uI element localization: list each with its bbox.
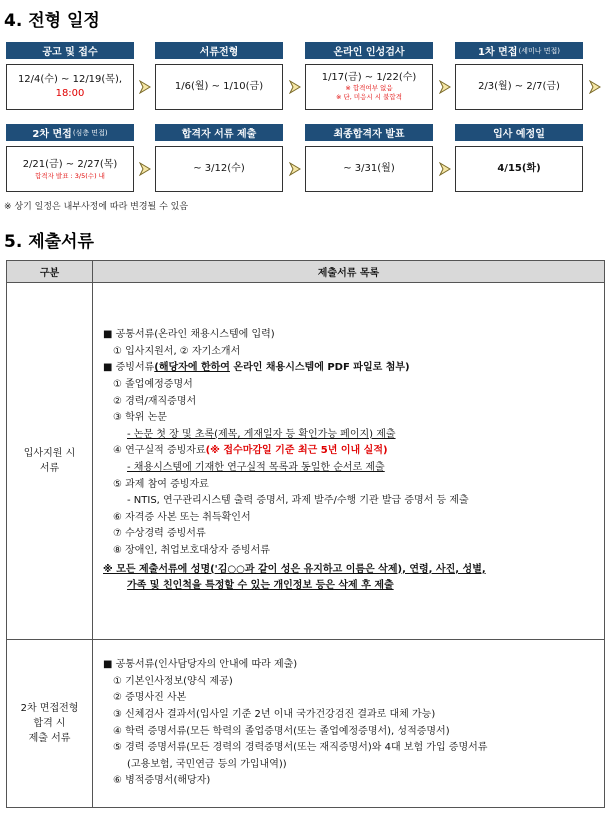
list-item: - NTIS, 연구관리시스템 출력 증명서, 과제 발주/수행 기관 발급 증명서 등 제출 bbox=[127, 495, 469, 507]
list-item: - 논문 첫 장 및 초록(제목, 게재일자 등 확인가능 페이지) 제출 bbox=[127, 428, 396, 440]
step-date: 4/15(화) bbox=[497, 163, 541, 174]
step-date: 2/3(월) ~ 2/7(금) bbox=[478, 81, 560, 92]
list-item: ④ 학력 증명서류(모든 학력의 졸업증명서(또는 졸업예정증명서), 성적증명서) bbox=[113, 725, 450, 737]
list-item: ⑧ 장애인, 취업보호대상자 증빙서류 bbox=[113, 544, 270, 556]
list-item: ⑥ 자격증 사본 또는 취득확인서 bbox=[113, 511, 251, 523]
warning-text: ※ 모든 제출서류에 성명('김○○과 같이 성은 유지하고 이름은 삭제), 연령, 사진, 성별, bbox=[103, 563, 486, 575]
list-item: ① 입사지원서, ② 자기소개서 bbox=[113, 345, 241, 357]
schedule-note: ※ 상기 일정은 내부사정에 따라 변경될 수 있음 bbox=[4, 202, 189, 212]
table-header-row bbox=[7, 261, 605, 283]
step-date: ~ 3/12(수) bbox=[193, 163, 245, 174]
step-header-start-date: 입사 예정일 bbox=[455, 124, 583, 141]
list-item: ■ 공통서류(인사담당자의 안내에 따라 제출) bbox=[103, 659, 298, 671]
step-date: 1/17(금) ~ 1/22(수) bbox=[321, 72, 417, 83]
list-item: ③ 학위 논문 bbox=[113, 412, 167, 424]
list-item: ■ 공통서류(온라인 채용시스템에 입력) bbox=[103, 329, 275, 341]
step-box-personality-test bbox=[305, 64, 433, 110]
list-item: ① 졸업예정증명서 bbox=[113, 379, 193, 391]
list-item: ① 기본인사정보(양식 제공) bbox=[113, 675, 233, 687]
documents-title: 5. 제출서류 bbox=[4, 232, 94, 252]
next-arrow-icon bbox=[439, 80, 451, 94]
list-item: ⑥ 병적증명서(해당자) bbox=[113, 775, 211, 787]
documents-table bbox=[6, 260, 605, 808]
step-header-second-interview: 2차 면접 (심층 면접) bbox=[6, 124, 134, 141]
list-item: ■ 증빙서류(해당자에 한하여 온라인 채용시스템에 PDF 파일로 첨부) bbox=[103, 362, 410, 374]
step-note: ※ 단, 미응시 시 불합격 bbox=[335, 93, 402, 101]
column-header-category: 구분 bbox=[7, 261, 93, 283]
next-arrow-icon bbox=[589, 80, 601, 94]
step-box-application bbox=[6, 64, 134, 110]
step-note: ※ 합격여부 없음 bbox=[345, 84, 393, 92]
category-label: 입사지원 시 bbox=[23, 448, 76, 459]
next-arrow-icon bbox=[289, 80, 301, 94]
next-arrow-icon bbox=[139, 162, 151, 176]
list-item: ⑦ 수상경력 증빙서류 bbox=[113, 528, 206, 540]
category-label: 2차 면접전형 bbox=[20, 703, 79, 714]
list-item: ③ 신체검사 결과서(입사일 기준 2년 이내 국가건강검진 결과로 대체 가능) bbox=[113, 708, 436, 720]
category-label: 합격 시 bbox=[33, 718, 66, 729]
step-deadline-time: 18:00 bbox=[55, 88, 85, 99]
step-date: 2/21(금) ~ 2/27(목) bbox=[22, 158, 118, 170]
table-row bbox=[7, 283, 605, 640]
step-box-second-interview bbox=[6, 146, 134, 192]
step-box-final-announcement bbox=[305, 146, 433, 192]
list-item: ⑤ 과제 참여 증빙자료 bbox=[113, 478, 209, 490]
step-header-first-interview: 1차 면접 (세미나 면접) bbox=[455, 42, 583, 59]
list-item: (고용보험, 국민연금 등의 가입내역)) bbox=[127, 758, 287, 770]
document-list-cell bbox=[93, 283, 605, 640]
step-header-final-announcement: 최종합격자 발표 bbox=[305, 124, 433, 141]
step-box-document-screening bbox=[155, 64, 283, 110]
step-header-document-screening: 서류전형 bbox=[155, 42, 283, 59]
step-note: 합격자 발표 : 3/5(수) 내 bbox=[35, 171, 105, 180]
step-header-application: 공고 및 접수 bbox=[6, 42, 134, 59]
schedule-title: 4. 전형 일정 bbox=[4, 11, 100, 31]
category-label: 제출 서류 bbox=[28, 733, 71, 744]
list-item: - 채용시스템에 기재한 연구실적 목록과 동일한 순서로 제출 bbox=[127, 462, 385, 473]
step-box-start-date bbox=[455, 146, 583, 192]
step-date: 12/4(수) ~ 12/19(목), bbox=[17, 74, 123, 85]
list-item: ② 경력/재직증명서 bbox=[113, 395, 197, 407]
step-date: 1/6(월) ~ 1/10(금) bbox=[174, 81, 264, 92]
table-row bbox=[7, 640, 605, 808]
category-label: 서류 bbox=[39, 463, 60, 474]
warning-text: 가족 및 친인척을 특정할 수 있는 개인정보 등은 삭제 후 제출 bbox=[127, 580, 394, 592]
step-box-document-submission bbox=[155, 146, 283, 192]
next-arrow-icon bbox=[289, 162, 301, 176]
step-header-personality-test: 온라인 인성검사 bbox=[305, 42, 433, 59]
step-date: ~ 3/31(월) bbox=[343, 163, 395, 174]
step-box-first-interview bbox=[455, 64, 583, 110]
list-item: ④ 연구실적 증빙자료(※ 접수마감일 기준 최근 5년 이내 실적) bbox=[113, 445, 388, 457]
category-cell bbox=[7, 283, 93, 640]
list-item: ⑤ 경력 증명서류(모든 경력의 경력증명서(또는 재직증명서)와 4대 보험 가입 증명서류 bbox=[113, 742, 488, 754]
next-arrow-icon bbox=[139, 80, 151, 94]
category-cell bbox=[7, 640, 93, 808]
next-arrow-icon bbox=[439, 162, 451, 176]
column-header-document-list: 제출서류 목록 bbox=[93, 261, 605, 283]
list-item: ② 증명사진 사본 bbox=[113, 692, 187, 704]
step-header-document-submission: 합격자 서류 제출 bbox=[155, 124, 283, 141]
document-list-cell bbox=[93, 640, 605, 808]
